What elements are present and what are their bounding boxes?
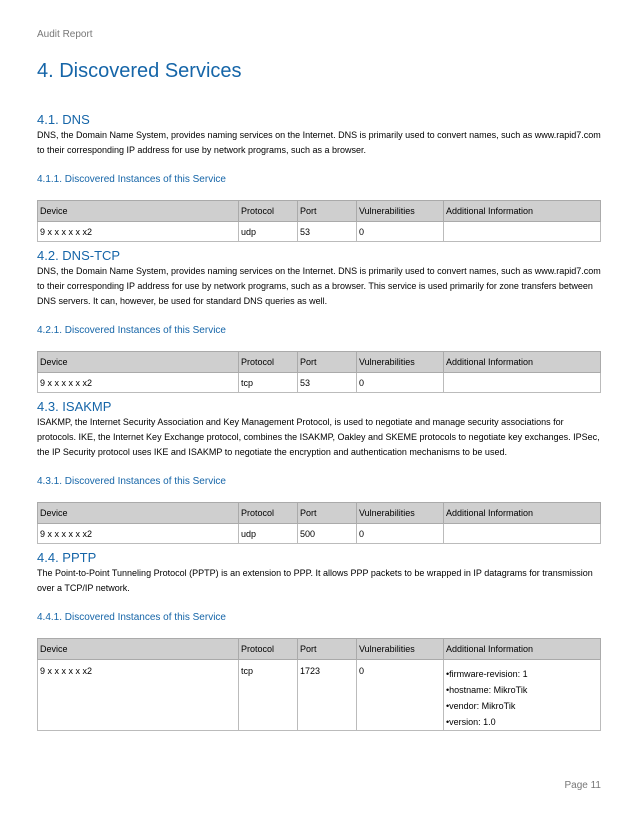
- column-header: Vulnerabilities: [357, 639, 444, 660]
- table-row: [38, 222, 601, 242]
- column-header: Device: [38, 352, 239, 373]
- cell-additional-info: [444, 373, 601, 393]
- info-item: •hostname: MikroTik: [446, 685, 528, 695]
- column-header: Device: [38, 201, 239, 222]
- column-header: Port: [298, 201, 357, 222]
- service-section: [37, 112, 601, 242]
- service-title: 4.2. DNS-TCP: [37, 248, 121, 263]
- column-header: Vulnerabilities: [357, 352, 444, 373]
- cell-vulns: 0: [357, 524, 444, 544]
- service-section: [37, 550, 601, 731]
- service-section: [37, 399, 601, 544]
- service-title: 4.4. PPTP: [37, 550, 97, 565]
- cell-additional-info: [444, 222, 601, 242]
- service-title: 4.3. ISAKMP: [37, 399, 112, 414]
- service-section: [37, 248, 601, 393]
- column-header: Protocol: [239, 639, 298, 660]
- info-list: [446, 666, 598, 730]
- info-item: •firmware-revision: 1: [446, 669, 528, 679]
- cell-port: 53: [298, 373, 357, 393]
- cell-protocol: tcp: [239, 660, 298, 731]
- running-header: Audit Report: [37, 29, 93, 40]
- service-title: 4.1. DNS: [37, 112, 90, 127]
- column-header: Vulnerabilities: [357, 201, 444, 222]
- cell-port: 1723: [298, 660, 357, 731]
- services-list: [37, 112, 601, 731]
- info-item: •version: 1.0: [446, 717, 496, 727]
- column-header: Additional Information: [444, 201, 601, 222]
- instances-subtitle: 4.1.1. Discovered Instances of this Service: [37, 174, 226, 185]
- cell-device: 9 x x x x x x2: [38, 660, 239, 731]
- table-row: [38, 524, 601, 544]
- cell-vulns: 0: [357, 373, 444, 393]
- table-header-row: [38, 503, 601, 524]
- cell-protocol: udp: [239, 524, 298, 544]
- column-header: Protocol: [239, 503, 298, 524]
- instances-table: [37, 502, 601, 544]
- cell-device: 9 x x x x x x2: [38, 222, 239, 242]
- column-header: Protocol: [239, 352, 298, 373]
- column-header: Additional Information: [444, 352, 601, 373]
- table-header-row: [38, 201, 601, 222]
- table-row: [38, 660, 601, 731]
- service-description: ISAKMP, the Internet Security Association and Key Management Protocol, is used to negotiate and manage security associations for protocols. IKE, the Internet Key Exchange protocol, combines the ISAKMP, Oakley and SKEME protocols to negotiate key exchanges. IPSec, the IP Security protocol uses IKE and ISAKMP to negotiate the encryption and authentication mechanisms to be used.: [37, 417, 600, 457]
- cell-port: 53: [298, 222, 357, 242]
- table-header-row: [38, 639, 601, 660]
- table-header-row: [38, 352, 601, 373]
- cell-vulns: 0: [357, 222, 444, 242]
- cell-vulns: 0: [357, 660, 444, 731]
- page-number: Page 11: [564, 780, 601, 791]
- column-header: Port: [298, 503, 357, 524]
- service-description: DNS, the Domain Name System, provides naming services on the Internet. DNS is primarily used to convert names, such as www.rapid7.com to their corresponding IP address for use by network programs, such as a browser.: [37, 130, 601, 155]
- instances-table: [37, 200, 601, 242]
- service-description: DNS, the Domain Name System, provides naming services on the Internet. DNS is primarily used to convert names, such as www.rapid7.com to their corresponding IP address for use by network programs, such as a browser. This service is used primarily for zone transfers between DNS servers. It can, however, be used for standard DNS queries as well.: [37, 266, 601, 306]
- cell-additional-info: [444, 524, 601, 544]
- cell-additional-info: [444, 660, 601, 731]
- cell-protocol: udp: [239, 222, 298, 242]
- cell-port: 500: [298, 524, 357, 544]
- info-item: •vendor: MikroTik: [446, 701, 516, 711]
- table-row: [38, 373, 601, 393]
- column-header: Additional Information: [444, 639, 601, 660]
- service-description: The Point-to-Point Tunneling Protocol (PPTP) is an extension to PPP. It allows PPP packets to be wrapped in IP datagrams for transmission over a TCP/IP network.: [37, 568, 593, 593]
- column-header: Port: [298, 639, 357, 660]
- instances-table: [37, 351, 601, 393]
- instances-subtitle: 4.3.1. Discovered Instances of this Service: [37, 476, 226, 487]
- column-header: Device: [38, 639, 239, 660]
- section-title: 4. Discovered Services: [37, 60, 242, 82]
- column-header: Protocol: [239, 201, 298, 222]
- column-header: Device: [38, 503, 239, 524]
- column-header: Port: [298, 352, 357, 373]
- instances-subtitle: 4.2.1. Discovered Instances of this Service: [37, 325, 226, 336]
- cell-device: 9 x x x x x x2: [38, 524, 239, 544]
- column-header: Additional Information: [444, 503, 601, 524]
- instances-table: [37, 638, 601, 731]
- cell-device: 9 x x x x x x2: [38, 373, 239, 393]
- instances-subtitle: 4.4.1. Discovered Instances of this Service: [37, 612, 226, 623]
- cell-protocol: tcp: [239, 373, 298, 393]
- column-header: Vulnerabilities: [357, 503, 444, 524]
- report-content: [37, 60, 601, 731]
